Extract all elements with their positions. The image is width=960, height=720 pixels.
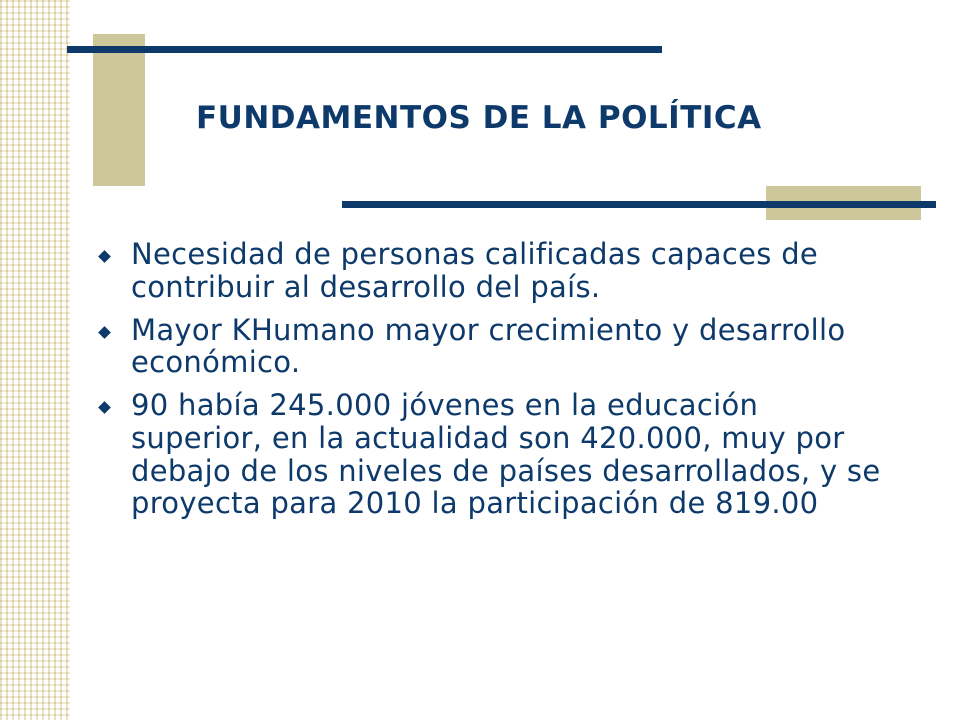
diamond-bullet-icon [98,250,111,263]
bullet-text: 90 había 245.000 jóvenes en la educación superior, en la actualidad son 420.000, muy por debajo de los niveles de países desarrollados, y se proyecta para 2010 la participación de 819.00 [131,388,881,521]
decorative-tan-block-vertical [93,34,145,186]
decorative-line-top [67,46,662,53]
bullet-text: Necesidad de personas calificadas capaces de contribuir al desarrollo del país. [131,237,819,304]
bullet-text: Mayor KHumano mayor crecimiento y desarrollo económico. [131,312,846,380]
bullet-item [98,238,898,304]
diamond-bullet-icon [98,326,111,339]
decorative-stripe-border [0,0,70,720]
decorative-line-middle [342,201,936,208]
bullet-item [98,389,898,520]
bullet-item [98,314,898,380]
bullet-list [98,238,898,530]
slide-title: FUNDAMENTOS DE LA POLÍTICA [196,100,762,136]
diamond-bullet-icon [98,401,111,414]
